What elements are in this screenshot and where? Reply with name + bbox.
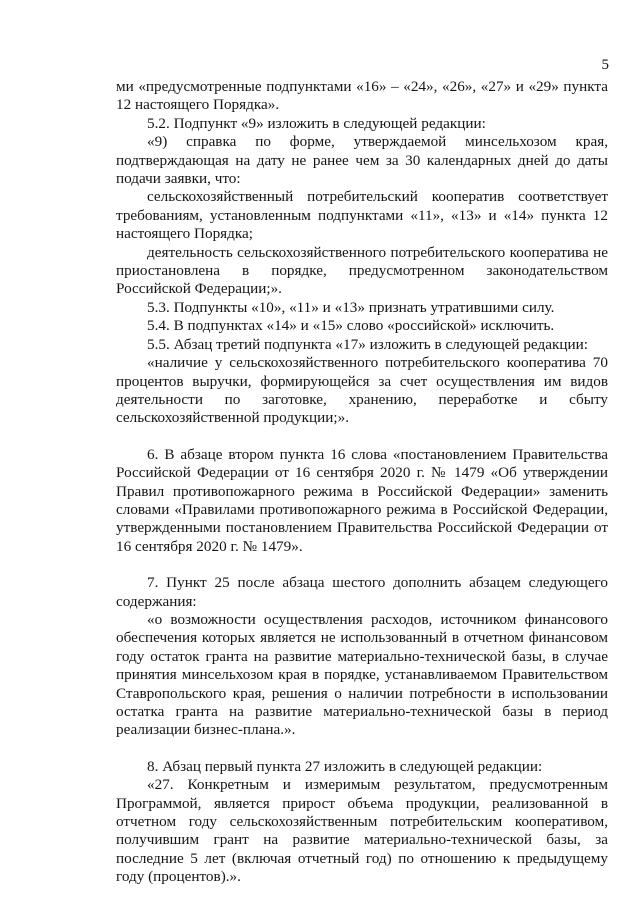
paragraph-5-2: 5.2. Подпункт «9» изложить в следующей редакции:: [147, 114, 486, 132]
paragraph-5-4: 5.4. В подпунктах «14» и «15» слово «российской» исключить.: [147, 317, 555, 335]
paragraph-item-8: 8. Абзац первый пункта 27 изложить в следующей редакции:: [147, 757, 543, 775]
paragraph-grant-remainder: «о возможности осуществления расходов, источником финансового обеспечения которых является не использованный в отчетном финансовом году остаток гранта на развитие материально-технической базы, в случае принятия минсельхозом края в порядке, устанавливаемом Правительством Ставропольского края, решения о наличии потребности в использовании остатка гранта на развитие материально-технической базы в период реализации бизнес-плана.».: [116, 610, 608, 739]
paragraph-revenue-requirement: «наличие у сельскохозяйственного потребительского кооператива 70 процентов выручки, формирующейся за счет осуществления им видов деятельности по заготовке, хранению, переработке и сбыту сельскохозяйственной продукции;».: [116, 354, 608, 427]
page-number: 5: [601, 57, 609, 73]
paragraph-subitem-9: «9) справка по форме, утверждаемой минсельхозом края, подтверждающая на дату не ранее чем за 30 календарных дней до даты подачи заявки, что:: [116, 133, 608, 188]
paragraph-cooperative-activity: деятельность сельскохозяйственного потребительского кооператива не приостановлена в порядке, предусмотренном законодательством Российской Федерации;».: [116, 243, 608, 298]
paragraph-item-27: «27. Конкретным и измеримым результатом, предусмотренным Программой, является прирост объема продукции, реализованной в отчетном году сельскохозяйственным потребительским кооперативом, получившим грант на развитие материально-технической базы, за последние 5 лет (включая отчетный год) по отношению к предыдущему году (процентов).».: [116, 776, 608, 886]
paragraph-item-7: 7. Пункт 25 после абзаца шестого дополнить абзацем следующего содержания:: [116, 574, 608, 610]
paragraph-5-3: 5.3. Подпункты «10», «11» и «13» признать утратившими силу.: [147, 298, 555, 316]
paragraph-continuation: ми «предусмотренные подпунктами «16» – «24», «26», «27» и «29» пункта 12 настоящего Порядка».: [116, 78, 608, 114]
document-body: [116, 78, 608, 887]
paragraph-item-6: 6. В абзаце втором пункта 16 слова «постановлением Правительства Российской Федерации от 16 сентября 2020 г. № 1479 «Об утверждении Правил противопожарного режима в Российской Федерации» заменить словами «Правилами противопожарного режима в Российской Федерации, утвержденными постановлением Правительства Российской Федерации от 16 сентября 2020 г. № 1479».: [116, 445, 608, 555]
paragraph-5-5: 5.5. Абзац третий подпункта «17» изложить в следующей редакции:: [147, 335, 588, 353]
paragraph-cooperative-compliance: сельскохозяйственный потребительский кооператив соответствует требованиям, установленным подпунктами «11», «13» и «14» пункта 12 настоящего Порядка;: [116, 188, 608, 243]
